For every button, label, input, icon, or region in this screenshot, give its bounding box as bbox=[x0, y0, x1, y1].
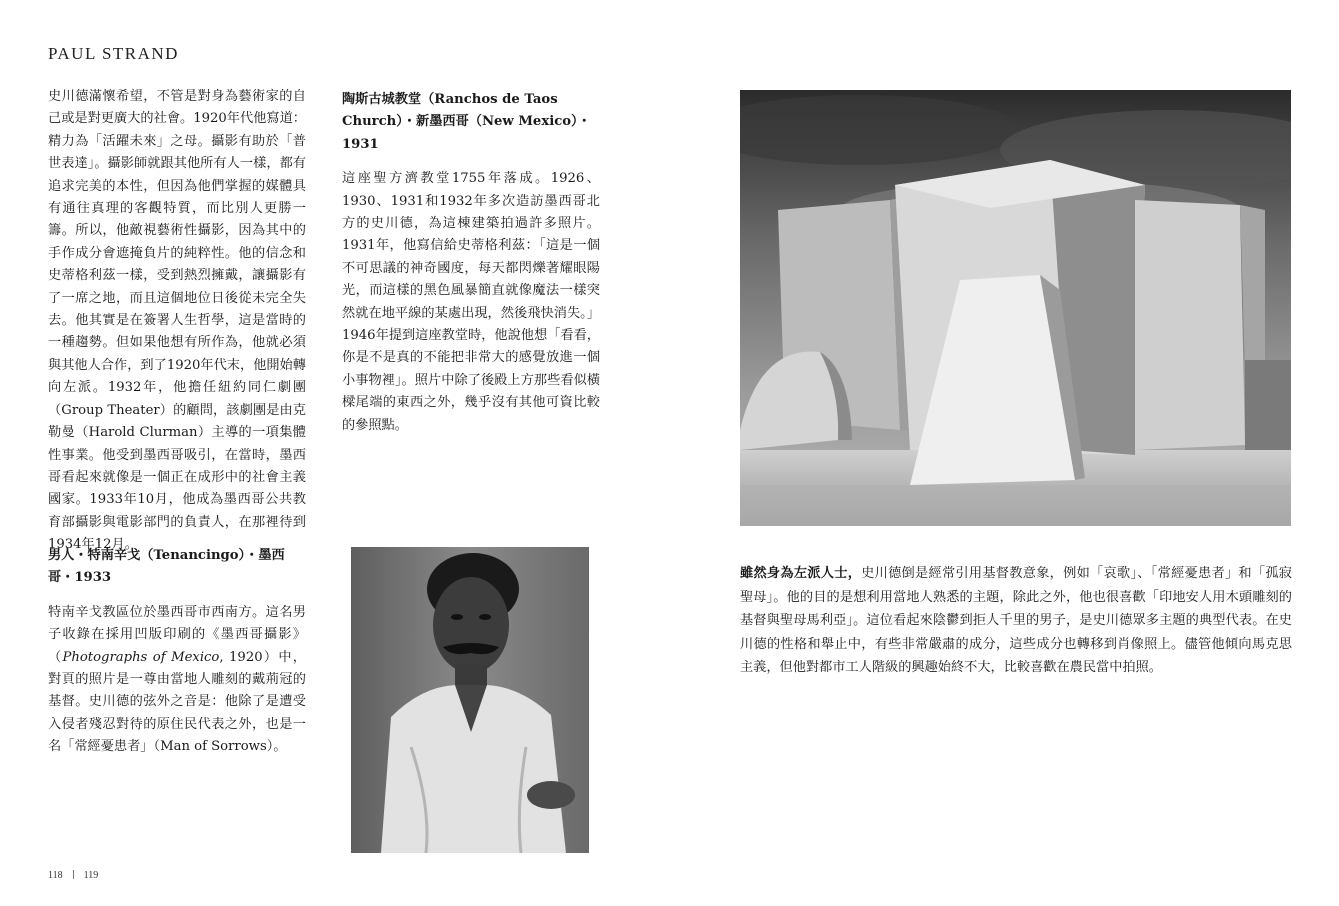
book-title-italic: Photographs of Mexico bbox=[62, 649, 220, 665]
caption-body-part: , 1920）中，對頁的照片是一尊由當地人雕刻的戴荊冠的基督。史川德的弦外之音是：他除了是遭受入侵者殘忍對待的原住民代表之外，也是一名「常經憂患者」（Man of Sorrows）。 bbox=[48, 649, 306, 755]
body-paragraph: 史川德滿懷希望，不管是對身為藝術家的自己或是對更廣大的社會。1920年代他寫道：精力為「活躍未來」之母。攝影有助於「普世表達」。攝影師就跟其他所有人一樣，都有追求完美的本性，但因為他們掌握的媒體具有通往真理的客觀特質，而比別人更勝一籌。所以，他敵視藝術性攝影，因為其中的手作成分會遮掩負片的純粹性。他的信念和史蒂格利茲一樣，受到熱烈擁戴，讓攝影有了一席之地，而且這個地位日後從未完全失去。他其實是在簽署人生哲學，這是當時的一種趨勢。但如果他想有所作為，他就必須與其他人合作，到了1920年代末，他開始轉向左派。1932年，他擔任紐約同仁劇團（Group Theater）的顧問，該劇團是由克勒曼（Harold Clurman）主導的一項集體性事業。他受到墨西哥吸引，在當時，墨西哥看起來就像是一個正在成形中的社會主義國家。1933年10月，他成為墨西哥公共教育部攝影與電影部門的負責人，在那裡待到1934年12月。 bbox=[48, 89, 306, 553]
page-number-left: 118 bbox=[48, 870, 63, 881]
church-illustration bbox=[740, 90, 1291, 526]
caption-man bbox=[48, 545, 306, 759]
caption-title: 陶斯古城教堂（Ranchos de Taos Church）・新墨西哥（New Mexico）・1931 bbox=[342, 92, 591, 152]
caption-title: 男人・特南辛戈（Tenancingo）・墨西哥・1933 bbox=[48, 548, 285, 586]
lead-in: 雖然身為左派人士， bbox=[740, 566, 862, 581]
man-portrait-photo bbox=[351, 547, 589, 853]
caption-body: 這座聖方濟教堂1755年落成。1926、1930、1931和1932年多次造訪墨西哥北方的史川德，為這棟建築拍過許多照片。1931年，他寫信給史蒂格利茲：「這是一個不可思議的神奇國度，每天都閃爍著耀眼陽光，而這樣的黑色風暴簡直就像魔法一樣突然就在地平線的某處出現，然後飛快消失。」1946年提到這座教堂時，他說他想「看看，你是不是真的不能把非常大的感覺放進一個小事物裡」。照片中除了後殿上方那些看似橫樑尾端的東西之外，幾乎沒有其他可資比較的參照點。 bbox=[342, 171, 600, 433]
folio bbox=[48, 870, 98, 881]
running-title: PAUL STRAND bbox=[48, 44, 179, 63]
caption-body bbox=[48, 602, 306, 759]
caption-body-part: 特南辛戈教區位於墨西哥市西南方。這名男子收錄在採用凹版印刷的《墨西哥攝影》（ bbox=[48, 604, 306, 665]
church-photo bbox=[740, 90, 1291, 526]
body-text: 史川德倒是經常引用基督教意象，例如「哀歌」、「常經憂患者」和「孤寂聖母」。他的目的是想利用當地人熟悉的主題，除此之外，他也很喜歡「印地安人用木頭雕刻的基督與聖母馬利亞」。這位看起來陰鬱到拒人千里的男子，是史川德眾多主題的典型代表。在史川德的性格和舉止中，有些非常嚴肅的成分，這些成分也轉移到肖像照上。儘管他傾向馬克思主義，但他對都市工人階級的興趣始終不大，比較喜歡在農民當中拍照。 bbox=[740, 566, 1292, 675]
caption-church bbox=[342, 89, 600, 437]
main-body-text bbox=[48, 86, 306, 557]
right-body-text bbox=[740, 562, 1292, 680]
folio-separator bbox=[73, 870, 74, 879]
man-illustration bbox=[351, 547, 589, 853]
body-paragraph bbox=[740, 562, 1292, 680]
page-number-right: 119 bbox=[83, 870, 99, 881]
